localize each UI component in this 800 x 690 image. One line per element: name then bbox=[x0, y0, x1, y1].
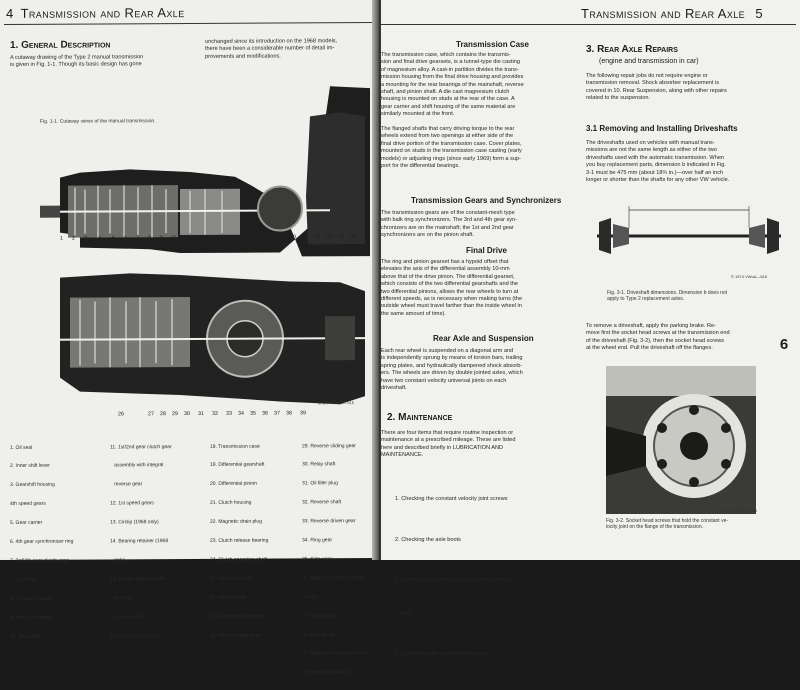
text-line: models) or adjusting rings (since early 1969) form a sup- bbox=[381, 155, 521, 162]
text-line: here and described briefly in LUBRICATION AND bbox=[381, 444, 504, 451]
final-drive-text bbox=[381, 259, 522, 318]
left-running-header bbox=[6, 5, 185, 21]
legend-item: 12. 1st speed gears bbox=[110, 500, 154, 507]
text-line: synchronizers are on the pinion shaft. bbox=[381, 232, 474, 239]
callout-number: 18 bbox=[266, 234, 272, 241]
callout-number: 23 bbox=[326, 234, 332, 241]
right-page bbox=[381, 0, 800, 657]
figure-3-2-credit: © 1974 VWoA—516 bbox=[721, 508, 758, 513]
caption-line: locity joint on the flange of the transmission. bbox=[606, 524, 703, 530]
text-line: gear carrier and shift housing of the same material are bbox=[381, 103, 516, 110]
legend-item: 18. Transmission case bbox=[210, 443, 260, 450]
text-line: The following repair jobs do not require engine or bbox=[586, 73, 708, 79]
text-line: the same amount of time). bbox=[381, 310, 446, 317]
left-header-rule bbox=[4, 22, 374, 25]
text-line: of magnesium alloy. A cast-in partition divides the trans- bbox=[381, 66, 519, 73]
text-line: longer or shorter than the shafts for any other VW vehicle. bbox=[586, 177, 730, 184]
text-line: unchanged since its introduction on the 1968 models, bbox=[205, 38, 338, 45]
figure-1-1-credit: © 1974 VWoA—515 bbox=[318, 400, 355, 406]
legend-item: 9. 2nd speed gears bbox=[10, 614, 53, 621]
legend-col4 bbox=[302, 430, 374, 689]
text-line: which consists of the two differential gearshafts and the bbox=[381, 281, 519, 288]
legend-item: 31. Oil filler plug bbox=[302, 480, 338, 487]
right-header-rule bbox=[381, 24, 796, 25]
legend-item: 24. Clutch operating shaft bbox=[210, 556, 267, 563]
legend-item: 20. Differential pinion bbox=[210, 481, 257, 488]
text-line: provements and modifications. bbox=[205, 53, 281, 60]
legend-item: 39. Differential housing cover bbox=[302, 650, 367, 657]
text-line: outside wheel must travel farther than the inside wheel in bbox=[381, 303, 522, 310]
legend-item: 36. Side cover (early models bbox=[302, 574, 366, 582]
callout-number: 36 bbox=[262, 410, 268, 417]
right-page-number: 5 bbox=[755, 6, 764, 21]
text-line: 3-1 must be 475 mm (about 18¾ in.)—over half an inch bbox=[586, 169, 724, 176]
text-line: elevates the axis of the differential assembly 10-mm bbox=[381, 266, 510, 273]
rear-axle-text bbox=[381, 348, 523, 392]
text-line: sion and final drive gearsets, is a tunnel-type die casting bbox=[381, 59, 520, 66]
callout-number: 37 bbox=[274, 410, 280, 417]
text-line: Each rear wheel is suspended on a diagonal arm and bbox=[381, 348, 514, 354]
legend-col3 bbox=[210, 430, 302, 651]
list-item: 1. Checking the constant velocity joint screws bbox=[395, 496, 508, 502]
section-tab-6: 6 bbox=[779, 336, 789, 353]
right-running-header bbox=[581, 6, 763, 21]
text-line: The flanged shafts that carry driving torque to the rear bbox=[381, 126, 515, 133]
cv-joint-center bbox=[680, 432, 708, 460]
legend-item: 22. Magnetic drain plug bbox=[210, 518, 262, 526]
text-line: spring plates, and hydraulically dampened shock absorb- bbox=[381, 362, 523, 369]
rear-axle-repairs-text bbox=[586, 73, 727, 103]
legend-item: 29. Reverse sliding gear bbox=[302, 442, 356, 450]
legend-item: Differential housing bbox=[302, 669, 349, 676]
callout-number: 26 bbox=[118, 411, 124, 418]
lower-cutaway-view bbox=[50, 272, 365, 406]
legend-item: 19. Differential gearshaft bbox=[210, 462, 265, 469]
text-line: shaft, and pinion shaft. A die cast magnesium clutch bbox=[381, 89, 510, 96]
text-line: final drive portion of the transmission case. Cover plates, bbox=[381, 140, 522, 147]
callout-number: 8 bbox=[148, 235, 151, 242]
figure-3-1-caption bbox=[607, 290, 727, 302]
callout-number: 34 bbox=[238, 410, 244, 417]
callout-number: 1 bbox=[60, 235, 63, 242]
text-line: related to the suspension. bbox=[586, 95, 651, 102]
callout-number: 4 bbox=[98, 235, 101, 242]
general-description-col1 bbox=[10, 54, 143, 70]
callout-number: 5 bbox=[112, 235, 115, 242]
figure-3-1-credit: © 1974 VWoA—516 bbox=[731, 274, 768, 279]
callout-number: 13 bbox=[206, 234, 212, 241]
clutch-housing-upper bbox=[306, 112, 365, 244]
driveshafts-heading: 3.1 Removing and Installing Driveshafts bbox=[586, 124, 738, 133]
legend-item: bearing bbox=[110, 595, 131, 602]
legend-item: 38. Axle flange bbox=[302, 631, 335, 638]
callout-number: 31 bbox=[198, 410, 204, 417]
cv-joint-photo bbox=[606, 366, 756, 514]
text-line: There are four items that require routine inspection or bbox=[381, 430, 514, 436]
text-line: The ring and pinion gearset has a hypoid offset that bbox=[381, 259, 509, 265]
callout-number: 16 bbox=[242, 234, 248, 241]
legend-item: 34. Ring gear bbox=[302, 537, 333, 544]
text-line: two differential pinions, allows the rear wheels to turn at bbox=[381, 288, 519, 295]
upper-cutaway-view bbox=[40, 86, 370, 258]
text-line: The driveshafts used on vehicles with manual trans- bbox=[586, 140, 715, 146]
callout-number: 6 bbox=[124, 235, 127, 242]
legend-item: only) bbox=[110, 557, 126, 564]
legend-item: 3. Gearshift housing bbox=[10, 482, 55, 489]
legend-item: 8. 3rd speed gears bbox=[10, 595, 52, 602]
inner-boot bbox=[613, 224, 629, 248]
text-line: MAINTENANCE. bbox=[381, 452, 424, 459]
general-description-heading: 1. General Description bbox=[10, 39, 111, 51]
text-line: ers. The wheels are driven by double jointed axles, which bbox=[381, 370, 523, 377]
list-item: 2. Checking the axle boots bbox=[395, 536, 461, 543]
inner-cv-joint bbox=[599, 218, 611, 254]
callout-number: 7 bbox=[136, 235, 139, 242]
legend-item: 21. Clutch housing bbox=[210, 499, 252, 507]
text-line: covered in 10. Rear Suspension, along with other repairs bbox=[586, 87, 727, 94]
caption-line: Fig. 3-1. Driveshaft dimensions. Dimension b does not bbox=[607, 290, 728, 296]
text-line: is independently sprung by means of torsion bars, trailing bbox=[381, 355, 523, 362]
shift-rod-upper bbox=[40, 206, 60, 218]
text-line: chronizers are on the mainshaft; the 1st and 2nd gear bbox=[381, 224, 514, 231]
callout-number: 9 bbox=[160, 235, 163, 242]
text-line: mission housing from the final drive housing and provides bbox=[381, 74, 524, 81]
legend-item: 4th speed gears bbox=[10, 501, 46, 508]
callout-number: 32 bbox=[212, 410, 218, 417]
legend-item: reverse gear bbox=[110, 481, 143, 488]
callout-number: 22 bbox=[314, 234, 320, 241]
outer-boot bbox=[749, 224, 765, 248]
legend-item: 5. Gear carrier bbox=[10, 519, 43, 527]
callout-number: 2 bbox=[72, 235, 75, 242]
text-line: move first the socket head screws at the transmission end bbox=[586, 330, 730, 337]
legend-item: assembly with integral bbox=[110, 462, 164, 469]
text-line: wheels extend from two openings at either side of the bbox=[381, 133, 514, 140]
callout-number: 38 bbox=[286, 410, 292, 417]
legend-col2 bbox=[110, 431, 208, 652]
legend-item: 6. 4th gear synchronizer ring bbox=[10, 538, 74, 545]
callout-number: 15 bbox=[230, 234, 236, 241]
driveshafts-text bbox=[586, 140, 729, 184]
legend-col1 bbox=[10, 431, 110, 652]
caption-line: apply to Type 2 replacement axles. bbox=[607, 296, 685, 302]
text-line: have two constant velocity universal joints on each bbox=[381, 377, 507, 384]
text-line: missions are not the same length as either of the two bbox=[586, 147, 717, 154]
legend-item: 25. Rear driveshaft bbox=[210, 575, 253, 582]
driveshaft-figure bbox=[589, 198, 789, 268]
callout-number: 29 bbox=[172, 411, 178, 418]
gears-text bbox=[381, 210, 517, 240]
callout-number: 17 bbox=[254, 234, 260, 241]
text-line: driveshafts used with the automatic transmission. When bbox=[586, 154, 725, 161]
maintenance-list bbox=[395, 466, 511, 688]
left-page-number: 4 bbox=[6, 5, 14, 21]
legend-item: only) bbox=[302, 594, 318, 601]
text-line: you buy replacement parts, dimension b indicated in Fig. bbox=[586, 162, 726, 169]
text-line: of the driveshaft (Fig. 3-2), then the socket head screws bbox=[586, 337, 725, 344]
rear-axle-repairs-subtitle: (engine and transmission in car) bbox=[599, 58, 699, 65]
text-line: The transmission gears are of the constant-mesh type bbox=[381, 210, 515, 216]
gears-heading: Transmission Gears and Synchronizers bbox=[411, 196, 562, 205]
callout-number: 24 bbox=[338, 234, 344, 241]
figure-bottom-callouts bbox=[118, 410, 318, 421]
text-line: port for the differential bearings. bbox=[381, 163, 460, 170]
rear-axle-repairs-heading: 3. Rear Axle Repairs bbox=[586, 44, 678, 55]
callout-number: 21 bbox=[302, 234, 308, 241]
figure-3-2-caption bbox=[606, 518, 728, 530]
caption-line: Fig. 3-2. Socket head screws that hold the constant ve- bbox=[606, 518, 729, 524]
text-line: with balk ring synchronizers. The 3rd and 4th gear syn- bbox=[381, 217, 518, 224]
legend-item: 7. 3rd/4th gear clutch gear bbox=[10, 557, 69, 564]
text-line: driveshaft. bbox=[381, 385, 407, 392]
legend-item: assembly bbox=[10, 576, 36, 583]
ring-gear-upper bbox=[258, 186, 302, 230]
text-line: different speeds, as is necessary when making turns (the bbox=[381, 296, 523, 303]
text-line: at the wheel end. Pull the driveshaft off the flanges. bbox=[586, 345, 713, 352]
maintenance-heading: 2. Maintenance bbox=[387, 412, 453, 423]
callout-number: 3 bbox=[84, 235, 87, 242]
rear-axle-heading: Rear Axle and Suspension bbox=[433, 334, 534, 343]
legend-item: 11. 1st/2nd gear clutch gear bbox=[110, 443, 172, 451]
figure-top-callouts bbox=[60, 234, 356, 246]
transmission-cutaway-figure bbox=[40, 76, 370, 420]
legend-item: 32. Reverse shaft bbox=[302, 499, 342, 506]
text-line: there have been a considerable number of detail im- bbox=[205, 45, 335, 53]
outer-cv-joint bbox=[767, 218, 779, 254]
legend-item: 14. Bearing retainer (1968 bbox=[110, 538, 169, 545]
legend-item: 26. Selector link bbox=[210, 594, 246, 601]
left-page bbox=[0, 0, 378, 676]
transmission-case-text bbox=[381, 52, 524, 170]
callout-number: 27 bbox=[148, 411, 154, 418]
text-line: To remove a driveshaft, apply the parking brake. Re- bbox=[586, 323, 716, 329]
right-header-title: Transmission and Rear Axle bbox=[581, 6, 746, 21]
legend-item: 1. Oil seal bbox=[10, 444, 33, 451]
final-drive-heading: Final Drive bbox=[466, 246, 507, 255]
legend-item: 2. Inner shift lever bbox=[10, 463, 50, 470]
text-line: mounted on studs in the transmission case casting (early bbox=[381, 148, 522, 155]
legend-item: 23. Clutch release bearing bbox=[210, 537, 269, 544]
text-line bbox=[381, 119, 524, 126]
text-line: transmission removal. Shock absorber replacement is bbox=[586, 80, 720, 87]
callout-number: 12 bbox=[194, 234, 200, 241]
callout-number: 20 bbox=[290, 234, 296, 241]
legend-item: 30. Relay shaft bbox=[302, 461, 336, 468]
legend-item: 33. Reverse driven gear bbox=[302, 518, 356, 525]
text-line: similarly mounted at the front. bbox=[381, 111, 455, 118]
callout-number: 39 bbox=[300, 410, 306, 417]
legend-item: 35. Side gear bbox=[302, 556, 332, 563]
list-item: level bbox=[395, 611, 412, 618]
legend-item: 17. Reverse drivegear bbox=[110, 632, 160, 639]
callout-number: 33 bbox=[226, 410, 232, 417]
legend-item: 15. Double tapered-roller bbox=[110, 575, 166, 583]
text-line: A cutaway drawing of the Type 2 manual transmission bbox=[10, 54, 144, 61]
left-header-title: Transmission and Rear Axle bbox=[20, 5, 185, 21]
text-line: housing is mounted on studs at the rear of the case. A bbox=[381, 96, 515, 103]
legend-item: 28. Reverse gear lever bbox=[210, 632, 261, 639]
callout-number: 19 bbox=[278, 234, 284, 241]
callout-number: 25 bbox=[350, 234, 356, 241]
callout-number: 30 bbox=[184, 411, 190, 418]
text-line: is given in Fig. 1-1. Though its basic design has gone bbox=[10, 61, 142, 69]
text-line: a mounting for the rear bearings of the mainshaft, reverse bbox=[381, 81, 524, 88]
text-line: maintenance at a prescribed mileage. These are listed bbox=[381, 437, 516, 444]
list-item: 4. Lubricating the rear wheel bearings. bbox=[395, 650, 491, 657]
callout-number: 14 bbox=[218, 234, 224, 241]
legend-item: 16. Drive pinion bbox=[110, 613, 145, 621]
remove-driveshaft-text bbox=[586, 323, 730, 353]
text-line: The transmission case, which contains the transmis- bbox=[381, 52, 511, 58]
callout-number: 35 bbox=[250, 410, 256, 417]
general-description-col2 bbox=[205, 38, 337, 61]
legend-item: 37. Sealing cap bbox=[302, 612, 337, 620]
text-line: above that of the drive pinion. The differential gearset, bbox=[381, 273, 515, 280]
list-item: 3. Checking and correcting the transmission oil bbox=[395, 577, 511, 583]
legend-item: 10. Mainshaft bbox=[10, 633, 41, 640]
legend-item: 27. 3rd/4th gear shift fork bbox=[210, 613, 266, 620]
maintenance-text bbox=[381, 430, 516, 460]
photo-top-highlight bbox=[606, 366, 756, 396]
callout-number: 11 bbox=[182, 235, 188, 242]
figure-1-1-caption: Fig. 1-1. Cutaway views of the manual transmission. bbox=[40, 118, 156, 125]
callout-number: 28 bbox=[160, 411, 166, 418]
transmission-case-heading: Transmission Case bbox=[456, 40, 529, 49]
callout-number: 10 bbox=[170, 235, 176, 242]
legend-item: 13. Circlip (1968 only) bbox=[110, 519, 159, 526]
axle-flange-lower bbox=[325, 316, 355, 360]
